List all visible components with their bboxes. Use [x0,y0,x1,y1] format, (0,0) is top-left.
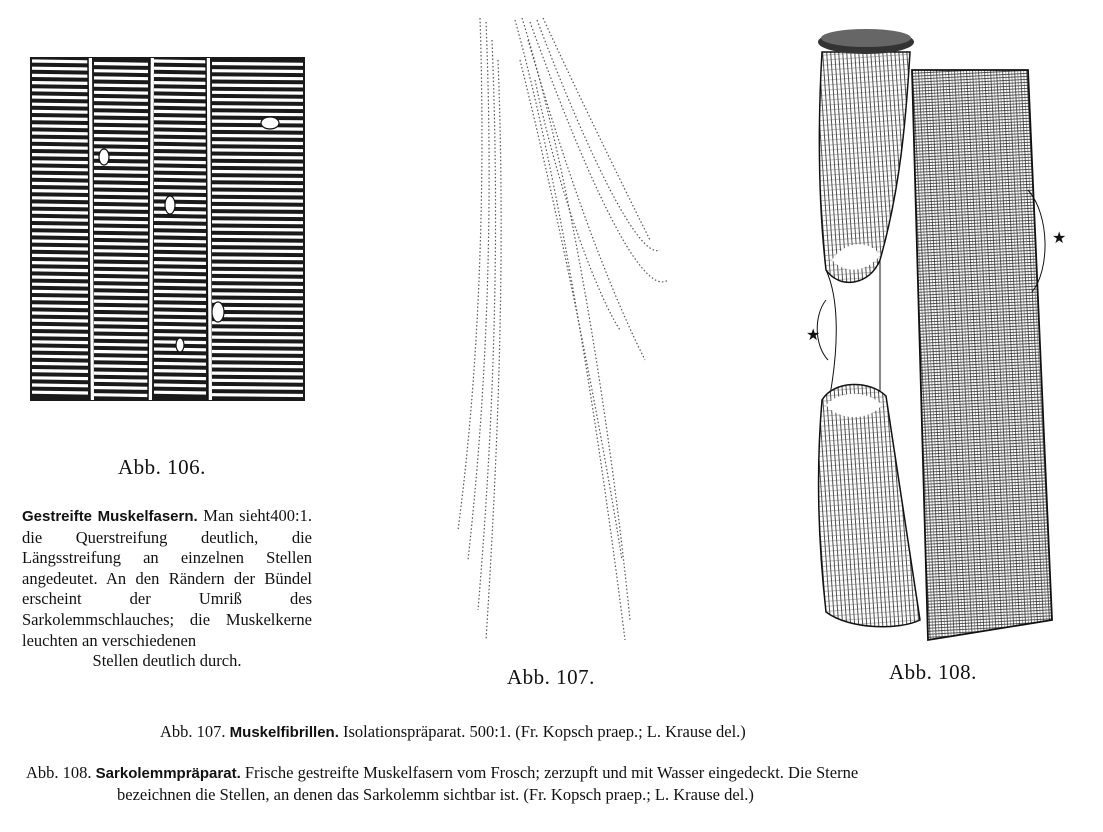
figure-107-caption-title: Muskelfibrillen. [229,724,339,741]
figure-108-label: Abb. 108. [889,660,977,684]
star-icon-left: ★ [806,325,821,344]
figure-107-caption [160,722,746,742]
figure-106-caption-title: Gestreifte Muskelfasern. [22,508,198,525]
figure-108-caption-line-2: bezeichnen die Stellen, an denen das Sarkolemm sichtbar ist. (Fr. Kopsch praep.; L. Krause del.) [117,785,754,804]
figure-106-caption [22,506,312,672]
figure-106-label: Abb. 106. [118,455,206,479]
figure-108-caption-title: Sarkolemmpräparat. [95,765,241,782]
figure-108-drawing [806,29,1066,640]
figure-106-caption-body: Man sieht die Querstreifung deutlich, die Längsstreifung an einzelnen Stellen angedeutet. An den Rändern der Bündel erscheint der Umriß des Sarkolemmschlauches; die Muskelkerne leuchten an verschiedenen [22,506,312,650]
figure-108-caption-line-1 [26,763,858,783]
figure-107-drawing [458,18,668,640]
figure-106-caption-last: Stellen deutlich durch. [92,651,242,671]
star-icon-right: ★ [1052,228,1067,247]
figure-108-caption-prefix: Abb. 108. [26,763,92,782]
figure-107-label: Abb. 107. [507,665,595,689]
figure-107-caption-text: Isolationspräparat. 500:1. (Fr. Kopsch praep.; L. Krause del.) [343,722,746,741]
figure-107-caption-prefix: Abb. 107. [160,722,226,741]
figure-106-caption-scale: 400:1. [270,506,312,525]
figure-106-drawing [30,57,305,401]
figure-108-caption-text-1: Frische gestreifte Muskelfasern vom Frosch; zerzupft und mit Wasser eingedeckt. Die Sterne [244,763,859,782]
